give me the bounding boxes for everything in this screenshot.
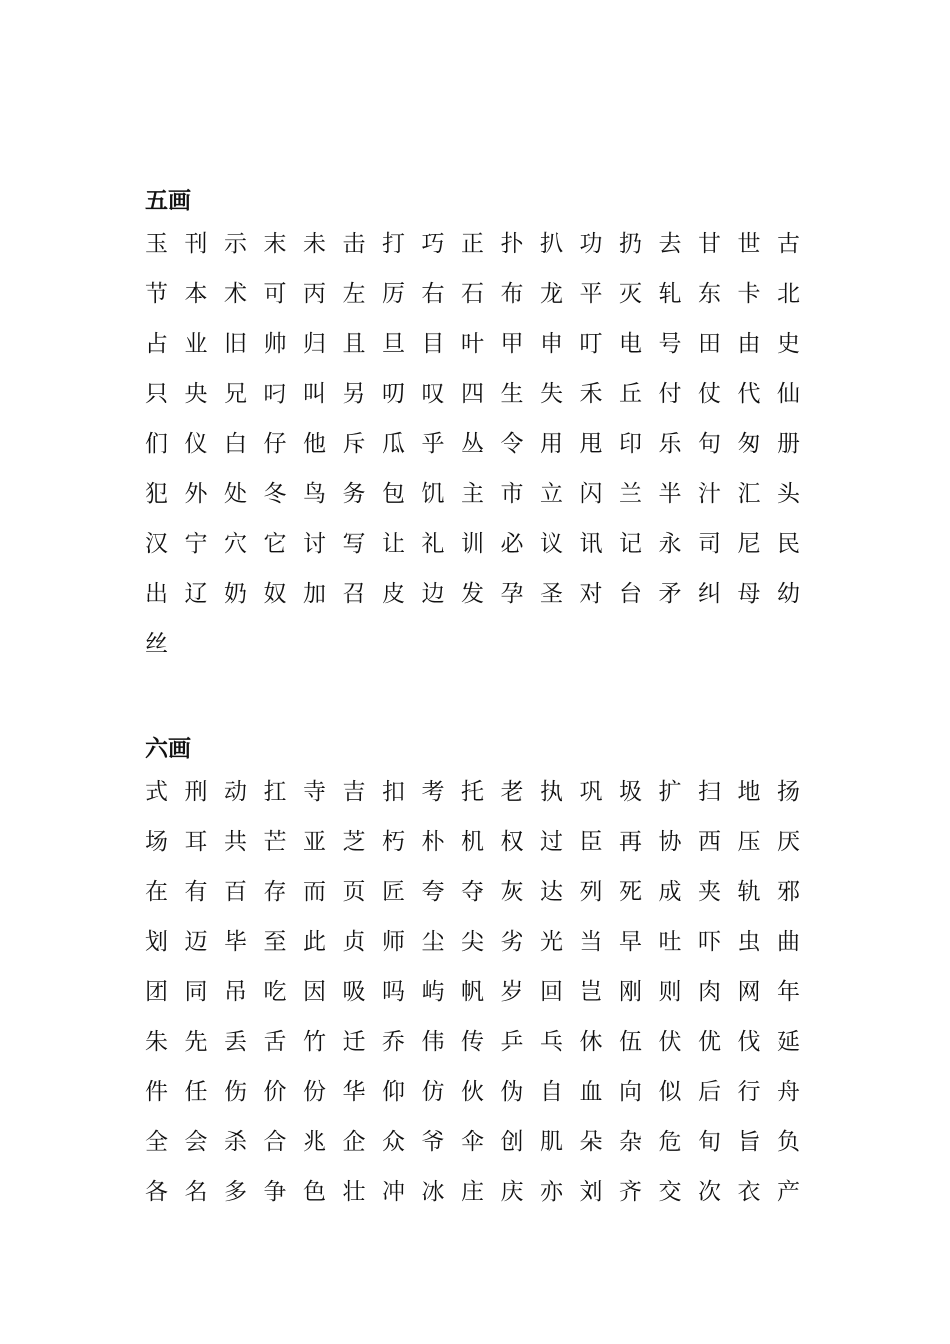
character-line: 划迈毕至此贞师尘尖劣光当早吐吓虫曲 (145, 929, 817, 955)
character-line: 件任伤价份华仰仿伙伪自血向似后行舟 (145, 1079, 817, 1105)
character-line: 各名多争色壮冲冰庄庆亦刘齐交次衣产 (145, 1179, 817, 1205)
character-line: 犯外处冬鸟务包饥主市立闪兰半汁汇头 (145, 481, 817, 507)
character-line: 占业旧帅归且旦目叶甲申叮电号田由史 (145, 331, 817, 357)
character-line: 朱先丢舌竹迁乔伟传乒乓休伍伏优伐延 (145, 1029, 817, 1055)
five-strokes-section (145, 183, 825, 669)
character-line: 玉刊示末未击打巧正扑扒功扔去甘世古 (145, 231, 817, 257)
character-line: 在有百存而页匠夸夺灰达列死成夹轨邪 (145, 879, 817, 905)
character-line: 式刑动扛寺吉扣考托老执巩圾扩扫地扬 (145, 779, 817, 805)
character-line: 场耳共芒亚芝朽朴机权过臣再协西压厌 (145, 829, 817, 855)
section-title: 六画 (145, 736, 191, 762)
character-line: 全会杀合兆企众爷伞创肌朵杂危旬旨负 (145, 1129, 817, 1155)
character-line: 丝 (145, 631, 185, 657)
section-title: 五画 (145, 188, 191, 214)
character-line: 团同吊吃因吸吗屿帆岁回岂刚则肉网年 (145, 979, 817, 1005)
six-strokes-section (145, 731, 825, 1217)
character-line: 汉宁穴它讨写让礼训必议讯记永司尼民 (145, 531, 817, 557)
character-line: 出辽奶奴加召皮边发孕圣对台矛纠母幼 (145, 581, 817, 607)
character-line: 只央兄叼叫另叨叹四生失禾丘付仗代仙 (145, 381, 817, 407)
character-line: 节本术可丙左厉右石布龙平灭轧东卡北 (145, 281, 817, 307)
character-line: 们仪白仔他斥瓜乎丛令用甩印乐句匆册 (145, 431, 817, 457)
